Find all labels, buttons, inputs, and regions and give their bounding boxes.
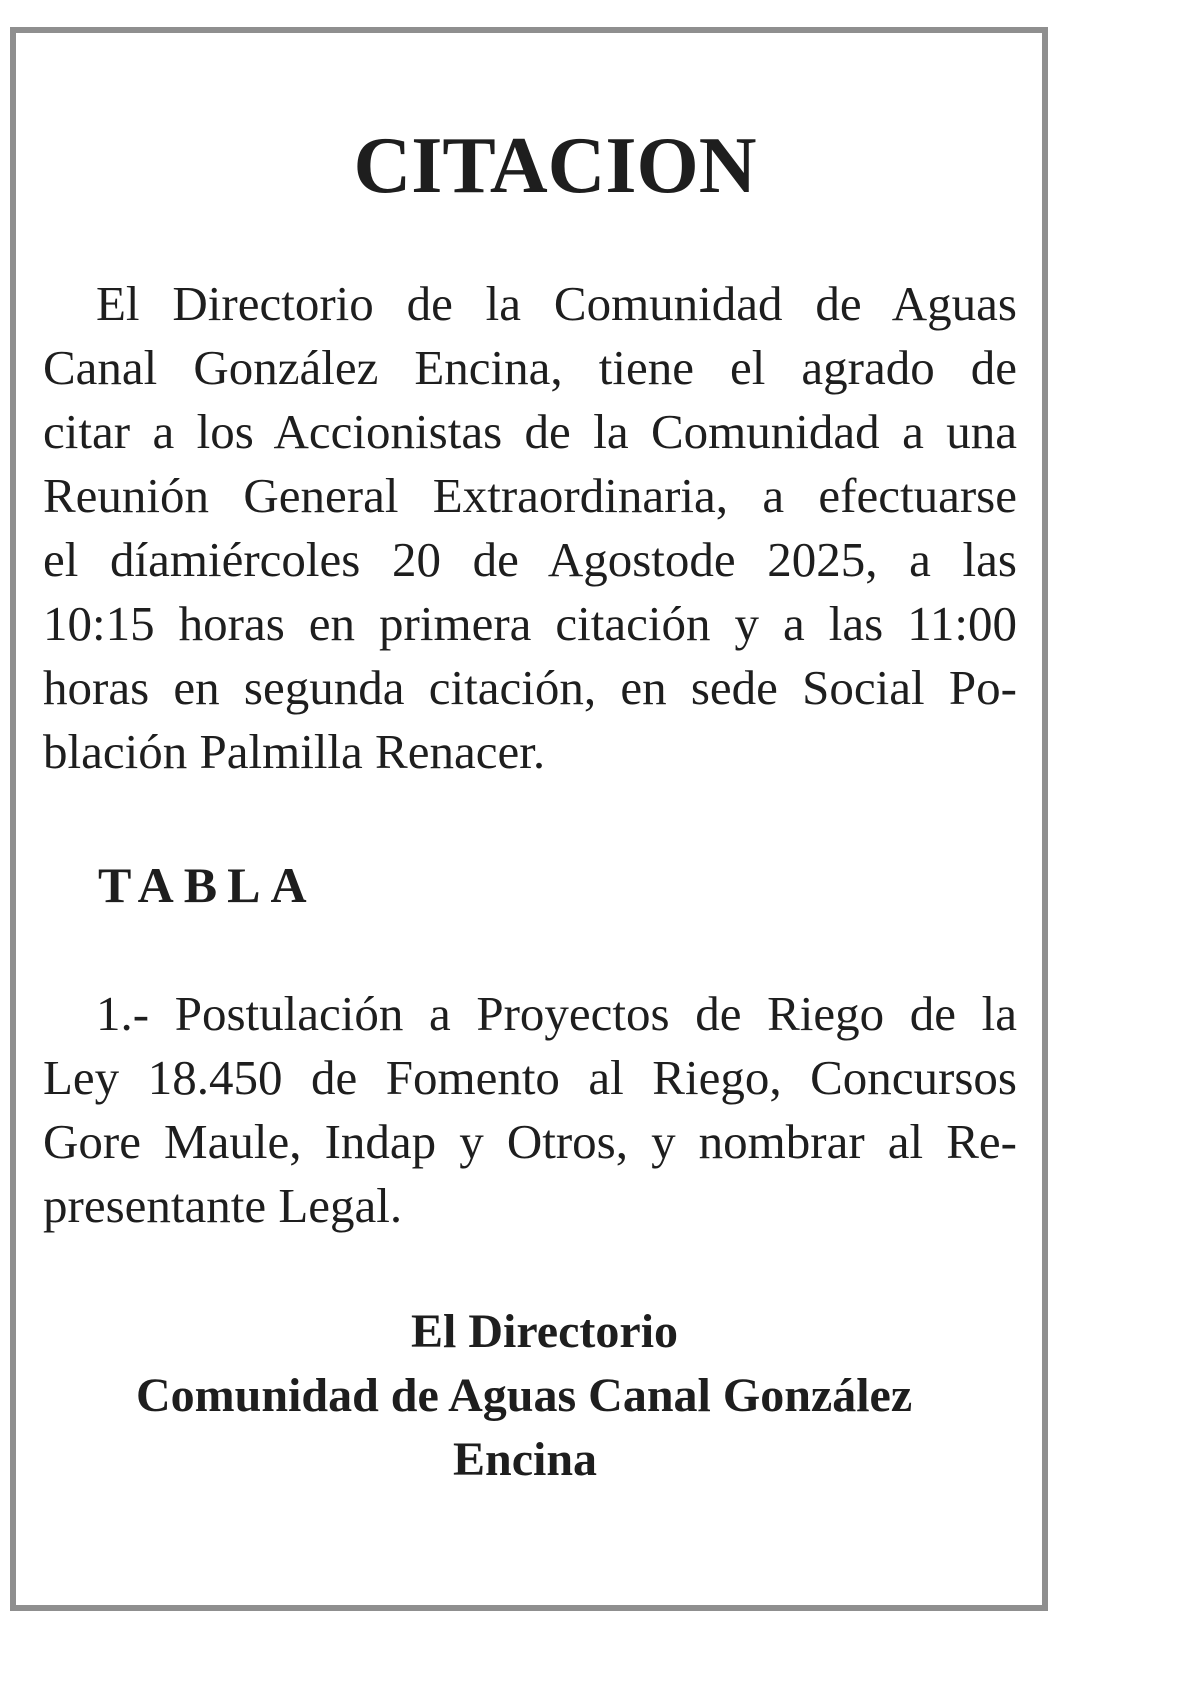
body-line: Canal González Encina, tiene el agrado de xyxy=(43,340,1017,395)
agenda-line: presentante Legal. xyxy=(43,1178,403,1233)
body-line: 10:15 horas en primera citación y a las 11:00 xyxy=(43,596,1017,651)
signature-line-1: El Directorio xyxy=(411,1305,679,1358)
tabla-heading: TABLA xyxy=(98,857,317,913)
body-line: el díamiércoles 20 de Agostode 2025, a las xyxy=(43,532,1017,587)
notice-title: CITACION xyxy=(353,122,757,210)
body-line: blación Palmilla Renacer. xyxy=(43,724,546,779)
body-line: Reunión General Extraordinaria, a efectuarse xyxy=(43,468,1017,523)
body-line: El Directorio de la Comunidad de Aguas xyxy=(96,276,1017,331)
body-line: citar a los Accionistas de la Comunidad a una xyxy=(43,404,1017,459)
agenda-line: Ley 18.450 de Fomento al Riego, Concursos xyxy=(43,1050,1017,1105)
signature-line-3: Encina xyxy=(453,1433,598,1486)
agenda-line: Gore Maule, Indap y Otros, y nombrar al Re- xyxy=(43,1114,1017,1169)
body-line: horas en segunda citación, en sede Social Po- xyxy=(43,660,1017,715)
signature-line-2: Comunidad de Aguas Canal González xyxy=(136,1369,913,1422)
agenda-line: 1.- Postulación a Proyectos de Riego de la xyxy=(96,986,1017,1041)
